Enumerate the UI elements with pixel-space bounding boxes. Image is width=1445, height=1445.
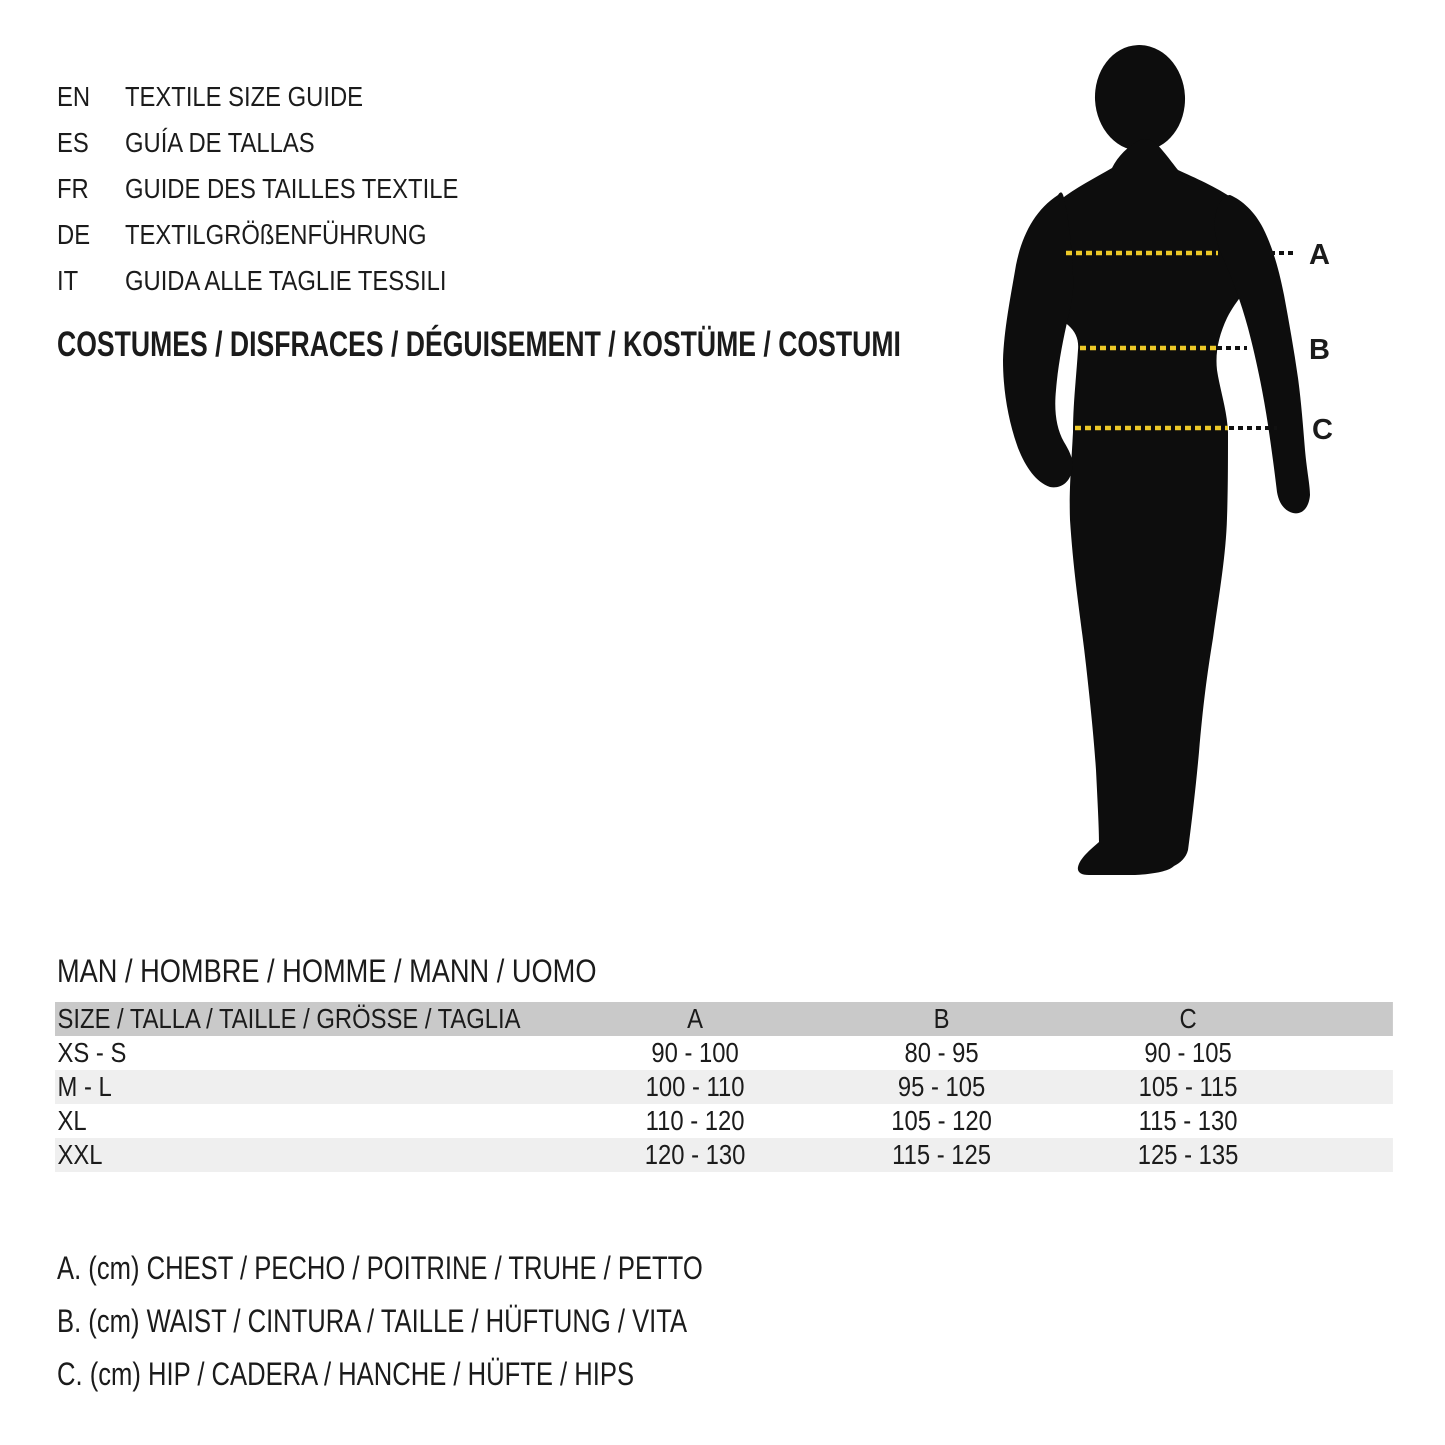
legend-line-hip: C. (cm) HIP / CADERA / HANCHE / HÜFTE / HIPS [57,1356,635,1392]
chest-cell: 110 - 120 [645,1105,745,1136]
table-row-m-l [55,1070,1393,1104]
waist-cell: 80 - 95 [904,1037,979,1068]
language-row-de [57,212,458,258]
hip-cell: 105 - 115 [1138,1071,1238,1102]
man-silhouette-figure [980,40,1340,920]
size-cell: XS - S [57,1037,127,1068]
language-label: TEXTILGRÖßENFÜHRUNG [125,219,427,250]
hip-cell: 125 - 135 [1137,1139,1239,1170]
man-silhouette-svg [980,40,1340,920]
legend-line-chest: A. (cm) CHEST / PECHO / POITRINE / TRUHE / PETTO [57,1250,703,1286]
language-code: EN [57,81,91,112]
measurement-legend [57,1242,703,1401]
waist-cell: 105 - 120 [891,1105,992,1136]
waist-cell: 95 - 105 [897,1071,986,1102]
language-code: IT [57,265,79,296]
size-table [55,1002,1393,1172]
table-row-xs-s [55,1036,1393,1070]
section-title-man: MAN / HOMBRE / HOMME / MANN / UOMO [57,953,597,989]
size-table-header-a: A [687,1003,703,1034]
hip-cell: 115 - 130 [1138,1105,1238,1136]
hip-cell: 90 - 105 [1144,1037,1232,1068]
language-row-en [57,74,458,120]
right-arm-shape [1214,195,1310,513]
size-cell: XXL [57,1139,103,1170]
chest-cell: 120 - 130 [644,1139,746,1170]
language-row-fr [57,166,458,212]
measure-label-a: A [1309,239,1330,271]
language-code: ES [57,127,89,158]
waist-cell: 115 - 125 [892,1139,991,1170]
language-guide-list [57,74,458,304]
size-table-header-size: SIZE / TALLA / TAILLE / GRÖSSE / TAGLIA [57,1003,521,1034]
category-title: COSTUMES / DISFRACES / DÉGUISEMENT / KOSTÜME / COSTUMI [57,325,901,364]
size-table-header-c: C [1179,1003,1197,1034]
language-label: GUIDE DES TAILLES TEXTILE [125,173,459,204]
language-label: GUÍA DE TALLAS [125,127,315,158]
man-silhouette [1003,43,1310,875]
size-table-header-row [55,1002,1393,1036]
table-row-xxl [55,1138,1393,1172]
left-arm-shape [1003,192,1073,487]
language-code: FR [57,173,89,204]
language-code: DE [57,219,91,250]
language-label: TEXTILE SIZE GUIDE [125,81,364,112]
legend-line-waist: B. (cm) WAIST / CINTURA / TAILLE / HÜFTUNG / VITA [57,1303,688,1339]
head-shape [1092,43,1187,154]
measure-label-c: C [1312,414,1333,446]
language-row-it [57,258,458,304]
size-cell: M - L [57,1071,112,1102]
language-row-es [57,120,458,166]
chest-cell: 100 - 110 [645,1071,745,1102]
language-label: GUIDA ALLE TAGLIE TESSILI [125,265,447,296]
chest-cell: 90 - 100 [651,1037,739,1068]
table-row-xl [55,1104,1393,1138]
size-table-header-b: B [933,1003,950,1034]
size-cell: XL [57,1105,87,1136]
measure-label-b: B [1309,334,1330,366]
